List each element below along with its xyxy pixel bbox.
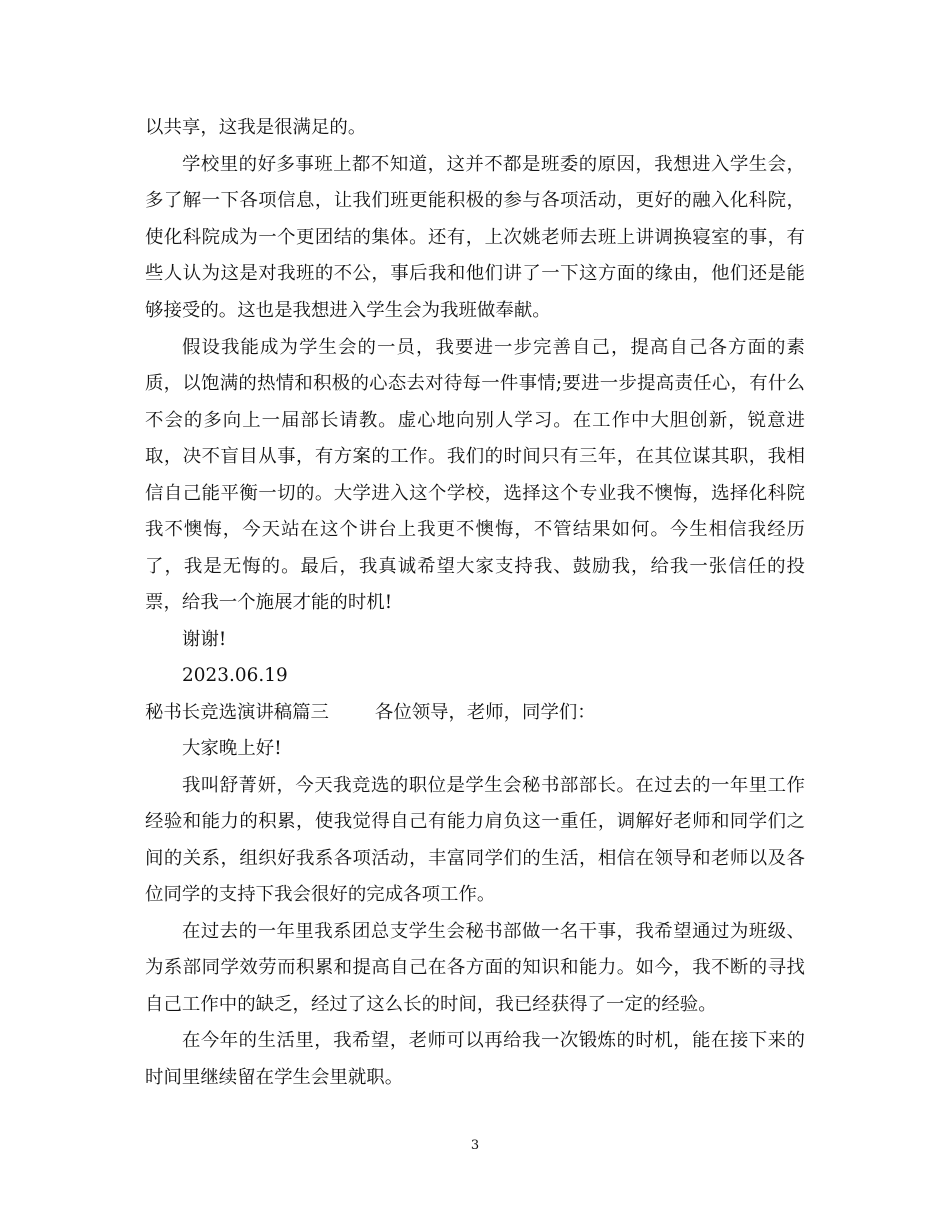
paragraph-line: 假设我能成为学生会的一员，我要进一步完善自己，提高自己各方面的素 <box>182 337 805 358</box>
thanks-line: 谢谢! <box>182 629 227 650</box>
paragraph-line: 些人认为这是对我班的不公，事后我和他们讲了一下这方面的缘由，他们还是能 <box>145 263 805 284</box>
section-heading <box>145 701 596 725</box>
paragraph-line: 票，给我一个施展才能的时机! <box>145 592 393 613</box>
section-title: 秘书长竞选演讲稿篇三 <box>145 702 329 723</box>
paragraph-line: 质，以饱满的热情和积极的心态去对待每一件事情;要进一步提高责任心，有什么 <box>145 373 805 394</box>
paragraph-line: 为系部同学效劳而积累和提高自己在各方面的知识和能力。如今，我不断的寻找 <box>145 957 805 978</box>
paragraph-line: 自己工作中的缺乏，经过了这么长的时间，我已经获得了一定的经验。 <box>145 994 717 1015</box>
paragraph-line: 在过去的一年里我系团总支学生会秘书部做一名干事，我希望通过为班级、 <box>182 921 805 942</box>
paragraph-line: 我叫舒菁妍，今天我竞选的职位是学生会秘书部部长。在过去的一年里工作 <box>182 775 805 796</box>
paragraph-line: 取，决不盲目从事，有方案的工作。我们的时间只有三年，在其位谋其职，我相 <box>145 446 805 467</box>
greeting-line: 大家晚上好! <box>182 738 282 759</box>
paragraph-line: 学校里的好多事班上都不知道，这并不都是班委的原因，我想进入学生会， <box>182 154 805 175</box>
paragraph-line: 时间里继续留在学生会里就职。 <box>145 1067 404 1088</box>
paragraph-line: 我不懊悔，今天站在这个讲台上我更不懊悔，不管结果如何。今生相信我经历 <box>145 519 805 540</box>
date-line: 2023.06.19 <box>182 665 288 686</box>
paragraph-line: 间的关系，组织好我系各项活动，丰富同学们的生活，相信在领导和老师以及各 <box>145 848 805 869</box>
greeting-text: 各位领导，老师，同学们： <box>374 702 596 723</box>
page-number: 3 <box>470 1138 480 1153</box>
paragraph-line: 信自己能平衡一切的。大学进入这个学校，选择这个专业我不懊悔，选择化科院 <box>145 483 805 504</box>
paragraph-line: 经验和能力的积累，使我觉得自己有能力肩负这一重任，调解好老师和同学们之 <box>145 811 805 832</box>
paragraph-line: 以共享，这我是很满足的。 <box>145 117 367 138</box>
paragraph-line: 在今年的生活里，我希望，老师可以再给我一次锻炼的时机，能在接下来的 <box>182 1030 805 1051</box>
paragraph-line: 了，我是无悔的。最后，我真诚希望大家支持我、鼓励我，给我一张信任的投 <box>145 556 805 577</box>
paragraph-line: 位同学的支持下我会很好的完成各项工作。 <box>145 884 496 905</box>
paragraph-line: 够接受的。这也是我想进入学生会为我班做奉献。 <box>145 300 551 321</box>
paragraph-line: 使化科院成为一个更团结的集体。还有，上次姚老师去班上讲调换寝室的事，有 <box>145 227 805 248</box>
paragraph-line: 不会的多向上一届部长请教。虚心地向别人学习。在工作中大胆创新，锐意进 <box>145 410 805 431</box>
paragraph-line: 多了解一下各项信息，让我们班更能积极的参与各项活动，更好的融入化科院， <box>145 190 805 211</box>
